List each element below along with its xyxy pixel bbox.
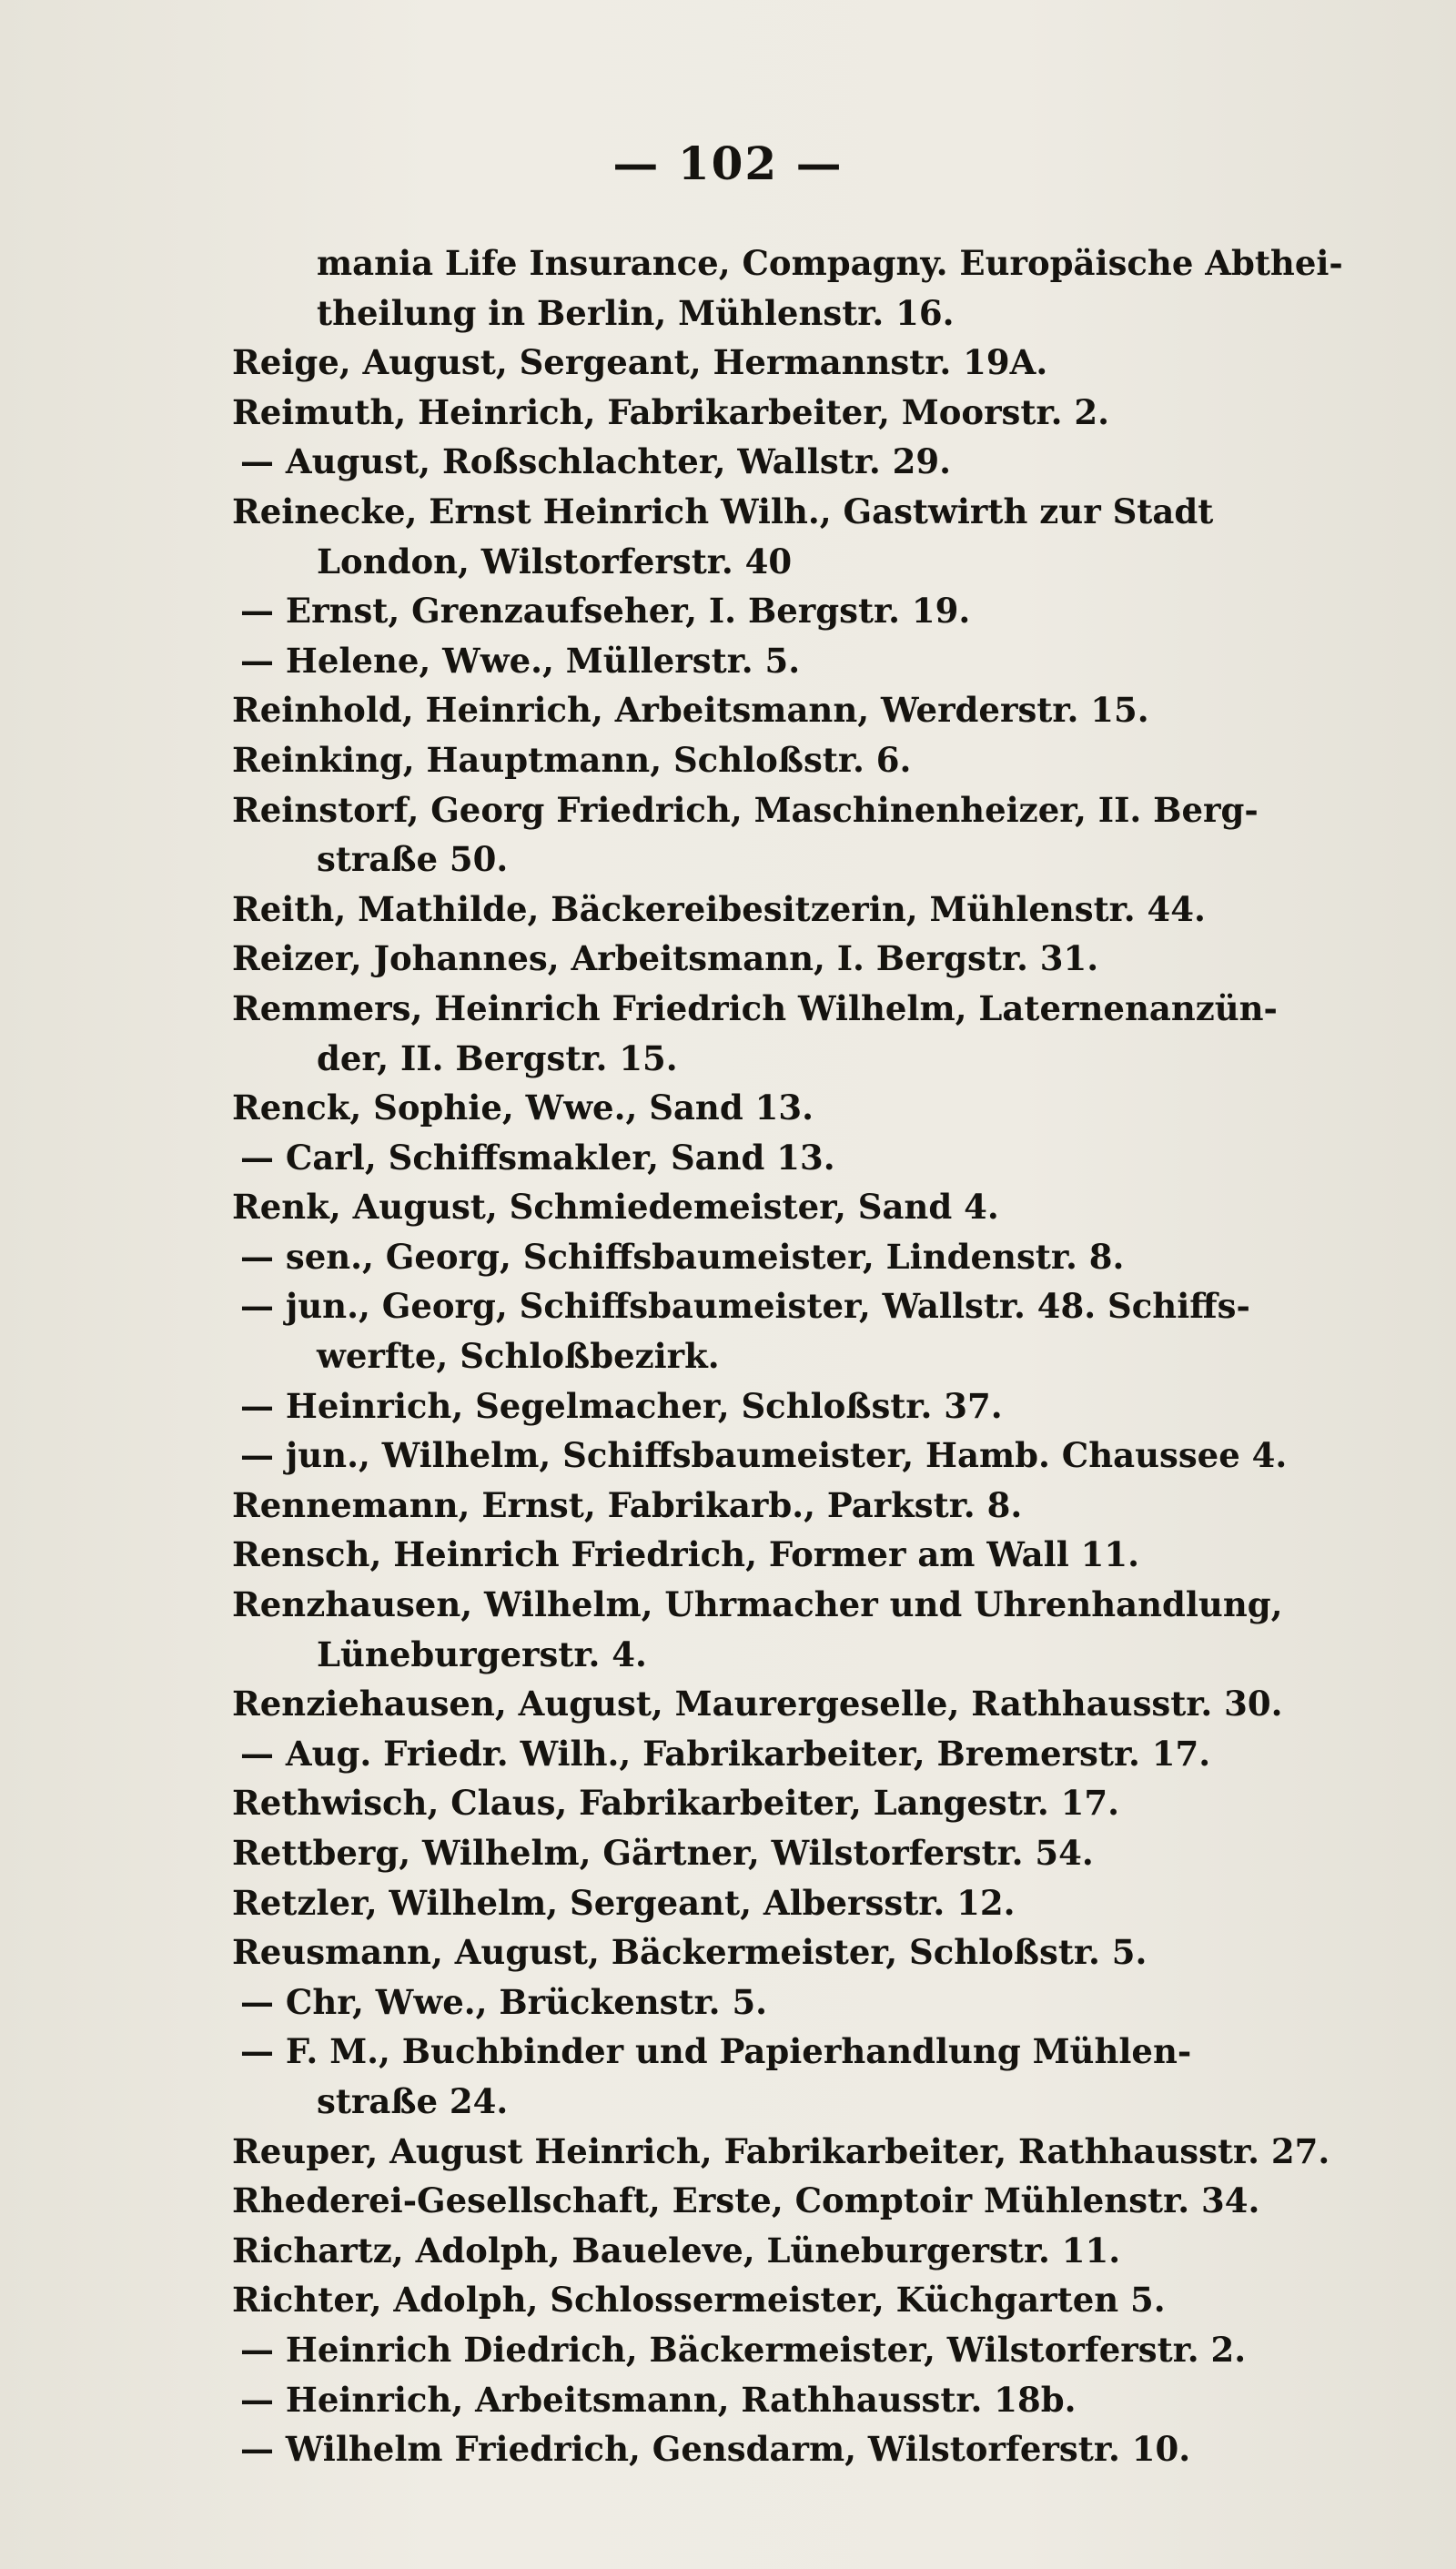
directory-entry: Richartz, Adolph, Baueleve, Lüneburgerstr. 11. <box>232 2230 1121 2271</box>
directory-entry: Reinhold, Heinrich, Arbeitsmann, Werderstr. 15. <box>232 690 1149 731</box>
directory-entry: — Aug. Friedr. Wilh., Fabrikarbeiter, Bremerstr. 17. <box>240 1733 1211 1774</box>
directory-entry: Rennemann, Ernst, Fabrikarb., Parkstr. 8. <box>232 1484 1023 1525</box>
directory-entry: — Heinrich, Arbeitsmann, Rathhausstr. 18b. <box>240 2379 1077 2420</box>
directory-entry: Reimuth, Heinrich, Fabrikarbeiter, Moorstr. 2. <box>232 391 1109 432</box>
directory-entry: — Wilhelm Friedrich, Gensdarm, Wilstorferstr. 10. <box>240 2429 1191 2470</box>
directory-entry: Reinstorf, Georg Friedrich, Maschinenheizer, II. Berg- <box>232 789 1259 830</box>
directory-entry: — sen., Georg, Schiffsbaumeister, Lindenstr. 8. <box>240 1236 1125 1277</box>
directory-entry: — F. M., Buchbinder und Papierhandlung Mühlen- <box>240 2031 1192 2072</box>
directory-entry: — Ernst, Grenzaufseher, I. Bergstr. 19. <box>240 591 971 632</box>
directory-entry-continuation: London, Wilstorferstr. 40 <box>317 541 793 582</box>
directory-entry-continuation: straße 24. <box>317 2080 509 2121</box>
directory-entry: — Heinrich Diedrich, Bäckermeister, Wilstorferstr. 2. <box>240 2329 1247 2370</box>
directory-entry: Reusmann, August, Bäckermeister, Schloßstr. 5. <box>232 1932 1148 1973</box>
directory-entry: Renk, August, Schmiedemeister, Sand 4. <box>232 1187 999 1228</box>
directory-entry: Reizer, Johannes, Arbeitsmann, I. Bergstr. 31. <box>232 938 1099 979</box>
directory-entry: — jun., Georg, Schiffsbaumeister, Wallstr. 48. Schiffs- <box>240 1286 1250 1327</box>
directory-entry: — August, Roßschlachter, Wallstr. 29. <box>240 441 951 482</box>
directory-entry: Retzler, Wilhelm, Sergeant, Albersstr. 12. <box>232 1882 1016 1923</box>
directory-entry: Rettberg, Wilhelm, Gärtner, Wilstorferstr. 54. <box>232 1833 1094 1873</box>
directory-entry: Rethwisch, Claus, Fabrikarbeiter, Langestr. 17. <box>232 1783 1120 1824</box>
directory-entry: Reinecke, Ernst Heinrich Wilh., Gastwirth zur Stadt <box>232 491 1214 531</box>
directory-entry-continuation: Lüneburgerstr. 4. <box>317 1633 647 1674</box>
directory-entry: Richter, Adolph, Schlossermeister, Küchgarten 5. <box>232 2280 1166 2321</box>
directory-entry: Renzhausen, Wilhelm, Uhrmacher und Uhrenhandlung, <box>232 1584 1283 1625</box>
directory-entry: Renck, Sophie, Wwe., Sand 13. <box>232 1087 814 1128</box>
directory-entry: Reinking, Hauptmann, Schloßstr. 6. <box>232 739 912 780</box>
directory-entry: — Chr, Wwe., Brückenstr. 5. <box>240 1981 768 2022</box>
directory-entry: Reith, Mathilde, Bäckereibesitzerin, Mühlenstr. 44. <box>232 888 1206 929</box>
directory-entry-continuation: mania Life Insurance, Compagny. Europäische Abthei- <box>317 243 1343 283</box>
directory-entry-list <box>232 238 1347 2474</box>
directory-entry: — jun., Wilhelm, Schiffsbaumeister, Hamb. Chaussee 4. <box>240 1435 1288 1476</box>
directory-entry: — Heinrich, Segelmacher, Schloßstr. 37. <box>240 1385 1003 1426</box>
page-number: — 102 — <box>612 137 844 190</box>
directory-entry-continuation: theilung in Berlin, Mühlenstr. 16. <box>317 292 955 333</box>
directory-entry: — Carl, Schiffsmakler, Sand 13. <box>240 1137 835 1178</box>
directory-entry: Reuper, August Heinrich, Fabrikarbeiter, Rathhausstr. 27. <box>232 2130 1330 2171</box>
directory-entry: Renziehausen, August, Maurergeselle, Rathhausstr. 30. <box>232 1684 1283 1724</box>
directory-entry-continuation: straße 50. <box>317 839 509 880</box>
directory-entry-continuation: der, II. Bergstr. 15. <box>317 1037 678 1078</box>
directory-entry: Rhederei-Gesellschaft, Erste, Comptoir Mühlenstr. 34. <box>232 2180 1260 2221</box>
directory-entry: Rensch, Heinrich Friedrich, Former am Wall 11. <box>232 1534 1140 1575</box>
directory-entry: Remmers, Heinrich Friedrich Wilhelm, Laternenanzün- <box>232 987 1278 1028</box>
directory-entry: — Helene, Wwe., Müllerstr. 5. <box>240 640 801 681</box>
directory-entry-continuation: werfte, Schloßbezirk. <box>317 1336 720 1377</box>
directory-entry: Reige, August, Sergeant, Hermannstr. 19A. <box>232 342 1048 383</box>
